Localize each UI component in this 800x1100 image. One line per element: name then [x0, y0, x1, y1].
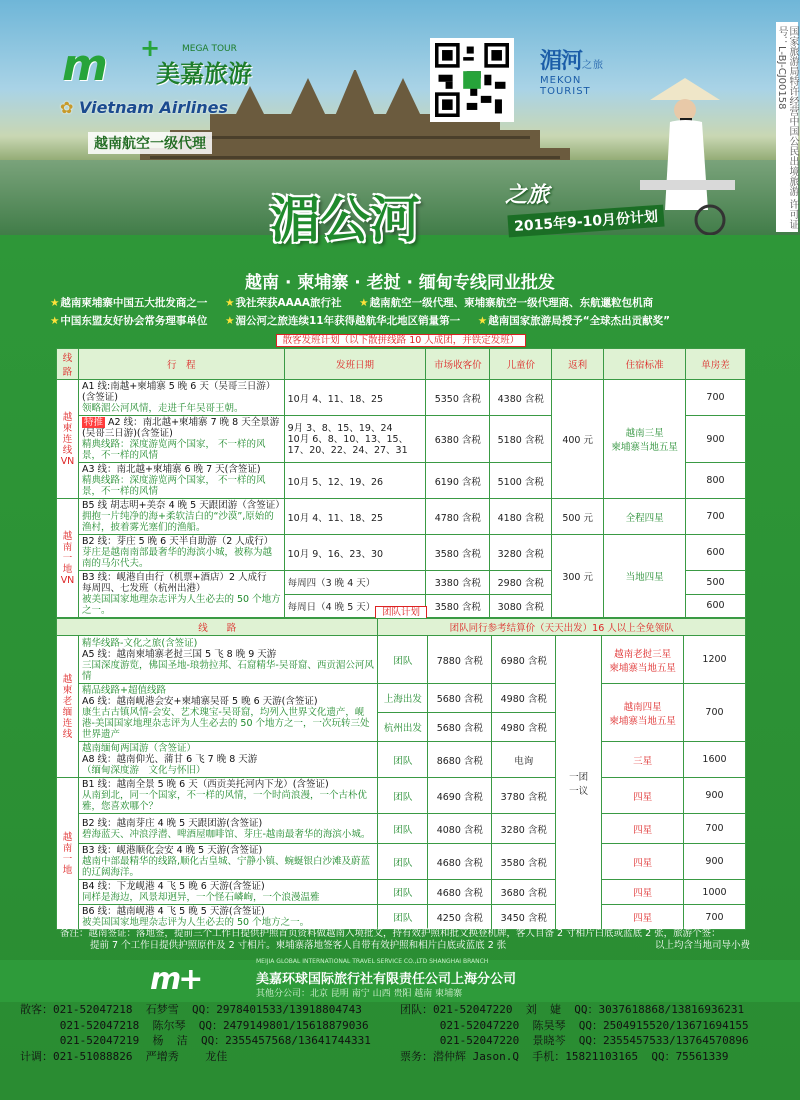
- route-desc: 精典线路：深度游览两个国家， 不一样的风景，不一样的风情: [81, 439, 266, 461]
- price-cell: 4250 含税: [428, 905, 492, 930]
- price-cell: 3580 含税: [426, 594, 490, 618]
- plan-date: 2015年9-10月份计划: [507, 205, 664, 238]
- price-cell: 6190 含税: [426, 463, 490, 499]
- group-banner-text: 团队计划: [375, 606, 427, 619]
- departure-cell: 团队: [378, 905, 428, 930]
- contact-left: 021-52047218 陈尔琴 QQ：2479149801/15618879036: [20, 1018, 369, 1032]
- hotel-cell: 四星: [602, 778, 684, 814]
- child-price-cell: 3680 含税: [492, 880, 556, 905]
- price-cell: 3580 含税: [426, 535, 490, 571]
- table-row[interactable]: [57, 844, 746, 880]
- route-title: B2 线：越南芽庄 4 晚 5 天跟团游(含签证): [81, 817, 263, 829]
- route-desc: 被美国国家地理杂志评为人生必去的 50 个地方之一。: [81, 917, 310, 928]
- route-category: 越南缅甸两国游（含签证）: [81, 743, 196, 754]
- route-desc: 领略湄公河风情，走进千年吴哥王朝。: [81, 403, 244, 414]
- feature-item: ★ 越南柬埔寨中国五大批发商之一: [50, 294, 207, 312]
- price-cell: 5680 含税: [428, 713, 492, 742]
- date-cell: 10月 9、16、23、30: [284, 535, 426, 571]
- scatter-banner: [56, 332, 746, 346]
- remark-line: 备注：越南签证：落地签，提前三个工作日提供护照首页资料做越南入境批文，持有效护照和批文换登机牌，客人自备 2 寸相片白底或蓝底 2 张，旅游个签：: [60, 928, 721, 939]
- route-title: B3 线：岘港自由行（机票+酒店）2 人成行: [81, 572, 267, 583]
- col-header: 发班日期: [284, 349, 426, 380]
- departure-cell: 团队: [378, 742, 428, 778]
- lotus-icon: ✿: [60, 98, 74, 117]
- table-row[interactable]: [57, 499, 746, 535]
- child-price-cell: 3580 含税: [492, 844, 556, 880]
- route-title: A8 线：越南仰光、蒲甘 6 飞 7 晚 8 天游: [81, 754, 258, 765]
- single-cell: 600: [686, 535, 746, 571]
- child-price-cell: 4380 含税: [490, 380, 552, 416]
- route-cell: [78, 380, 284, 416]
- hotel-cell: 四星: [602, 880, 684, 905]
- route-title: B4 线：下龙岘港 4 飞 5 晚 6 天游(含签证): [81, 881, 265, 892]
- route-desc: 拥抱一片纯净的海+柔软洁白的“沙漠”,原始的渔村，披着雾光塞们的渔船。: [81, 511, 274, 533]
- route-cell: [78, 535, 284, 571]
- single-cell: 900: [684, 844, 746, 880]
- hotel-cell: 全程四星: [604, 499, 686, 535]
- col-header: 单房差: [686, 349, 746, 380]
- route-title: A1 线:南越+柬埔寨 5 晚 6 天（吴哥三日游）(含签证): [81, 381, 276, 403]
- date-cell: 每周四（3 晚 4 天）: [284, 571, 426, 595]
- contact-list: [20, 1002, 780, 1064]
- qr-code-icon[interactable]: [430, 38, 514, 122]
- mekon-cn: 湄河: [540, 48, 583, 74]
- license-strip: 国家旅游局特许经营中国公民出境旅游 许可证号：L-BJ-CJ00158: [776, 22, 798, 232]
- single-cell: 1600: [684, 742, 746, 778]
- route-desc: 三国深度游览，佛国圣地-琅勃拉邦、石窟精华-吴哥窟、西贡湄公河风情: [81, 659, 374, 682]
- feature-item: ★ 越南航空一级代理、柬埔寨航空一级代理商、东航邋粒包机商: [359, 294, 653, 312]
- route-desc: 同样是海边，风景却迥异，一个怪石嶙峋，一个浪漫温雅: [81, 892, 320, 903]
- single-cell: 600: [686, 594, 746, 618]
- price-cell: 7880 含税: [428, 636, 492, 684]
- single-cell: 1000: [684, 880, 746, 905]
- agent-label: 越南航空一级代理: [88, 132, 212, 154]
- group-table: [56, 618, 746, 930]
- child-price-cell: 3280 含税: [490, 535, 552, 571]
- price-cell: 4680 含税: [428, 844, 492, 880]
- feature-list: [50, 294, 770, 330]
- route-title: A2 线：南北越+柬埔寨 7 晚 8 天全景游(吴哥三日游)(含签证): [81, 417, 280, 439]
- route-desc: 精典线路：深度游览两个国家， 不一样的风景，不一样的风情: [81, 475, 266, 497]
- rebate-cell: 一团 一议: [556, 636, 602, 930]
- contact-right: 票务：潜仲辉 Jason.Q 手机：15821103165 QQ：75561339: [400, 1049, 729, 1063]
- date-cell: 10月 5、12、19、26: [284, 463, 426, 499]
- col-header: 市场收客价: [426, 349, 490, 380]
- rebate-cell: 400 元: [552, 380, 604, 499]
- single-cell: 700: [686, 499, 746, 535]
- group-label: 越柬连线VN: [57, 380, 79, 499]
- featured-tag: 特推: [83, 417, 103, 428]
- single-cell: 700: [686, 380, 746, 416]
- departure-cell: 团队: [378, 636, 428, 684]
- contact-left: 021-52047219 杨 洁 QQ：2355457568/13641744331: [20, 1034, 371, 1047]
- route-desc: 越南中部最精华的线路,顺化古皇城、宁静小镇、蜿蜒银白沙滩及蔚蓝的辽阔海洋。: [81, 856, 371, 878]
- route-category: 精品线路+超值线路: [81, 685, 166, 696]
- price-cell: 6380 含税: [426, 416, 490, 463]
- route-cell: [78, 844, 377, 880]
- route-title: A5 线：越南柬埔寨老挝三国 5 飞 8 晚 9 天游: [81, 648, 277, 660]
- price-cell: 5350 含税: [426, 380, 490, 416]
- mega-tour-footer-logo: m+: [150, 962, 201, 997]
- col-header: 行 程: [78, 349, 284, 380]
- child-price-cell: 4980 含税: [492, 684, 556, 713]
- contact-row: [20, 1002, 780, 1018]
- date-cell: 9月 3、8、15、19、24 10月 6、8、10、13、15、17、20、22、24、27、31: [284, 416, 426, 463]
- group-label: 越南一地: [57, 778, 79, 930]
- child-price-cell: 6980 含税: [492, 636, 556, 684]
- child-price-cell: 3780 含税: [492, 778, 556, 814]
- price-cell: 8680 含税: [428, 742, 492, 778]
- departure-cell: 团队: [378, 814, 428, 844]
- contact-right: 团队：021-52047220 刘 婕 QQ：3037618868/13816936231: [400, 1003, 745, 1016]
- route-title: B3 线：岘港顺化会安 4 晚 5 天游(含签证): [81, 845, 263, 856]
- route-title: B2 线：芽庄 5 晚 6 天半自助游（2 人成行）: [81, 536, 274, 547]
- hotel-cell: 越南四星 柬埔寨当地五星: [602, 684, 684, 742]
- table-header: [57, 619, 746, 636]
- child-price-cell: 3080 含税: [490, 594, 552, 618]
- route-category: 精华线路-文化之旅(含签证): [81, 637, 198, 649]
- route-cell: [78, 416, 284, 463]
- contact-right: 021-52047220 陈昊琴 QQ：2504915520/13671694155: [400, 1018, 749, 1032]
- scatter-table: [56, 348, 746, 618]
- route-cell: [78, 684, 377, 742]
- child-price-cell: 5180 含税: [490, 416, 552, 463]
- hotel-cell: 越南老挝三星 柬埔寨当地五星: [602, 636, 684, 684]
- single-cell: 700: [684, 814, 746, 844]
- company-name-en: MEIJIA GLOBAL INTERNATIONAL TRAVEL SERVICE CO.,LTD SHANGHAI BRANCH: [256, 958, 489, 965]
- route-desc: 每周四、七发班（杭州出港）: [81, 583, 206, 594]
- route-cell: [78, 814, 377, 844]
- date-cell: 10月 4、11、18、25: [284, 380, 426, 416]
- mekon-tourist-logo: [540, 44, 636, 97]
- route-desc: 碧海蓝天、冲浪浮潜、啤酒屋咖啡馆、芽庄-越南最奢华的海滨小城。: [81, 828, 371, 840]
- route-title: A3 线：南北越+柬埔寨 6 晚 7 天(含签证): [81, 464, 261, 475]
- table-row[interactable]: [57, 380, 746, 416]
- scatter-banner-text: 散客发班计划（以下散拼线路 10 人成团，并铁定发班）: [276, 334, 527, 347]
- route-cell: [78, 463, 284, 499]
- col-header: 住宿标准: [604, 349, 686, 380]
- mekon-small: 之旅: [582, 60, 605, 71]
- departure-cell: 团队: [378, 844, 428, 880]
- child-price-cell: 4980 含税: [492, 713, 556, 742]
- price-cell: 4680 含税: [428, 880, 492, 905]
- contact-right: 021-52047220 景晓芩 QQ：2355457533/13764570896: [400, 1034, 749, 1047]
- table-row[interactable]: [57, 778, 746, 814]
- table-row[interactable]: [57, 905, 746, 930]
- table-row[interactable]: [57, 636, 746, 684]
- main-title: 湄公河: [270, 191, 420, 249]
- contact-row: [20, 1049, 780, 1065]
- remarks: [60, 928, 750, 952]
- route-cell: [78, 742, 377, 778]
- price-cell: 4780 含税: [426, 499, 490, 535]
- group-label: 越南一地VN: [57, 499, 79, 618]
- price-cell: 4690 含税: [428, 778, 492, 814]
- mega-tour-logo: m + MEGA TOUR 美嘉旅游: [62, 34, 252, 91]
- group-banner: [56, 604, 746, 618]
- route-title: B6 线：越南岘港 4 飞 5 晚 5 天游(含签证): [81, 906, 265, 917]
- table-row[interactable]: [57, 814, 746, 844]
- route-title: A6 线：越南岘港会安+柬埔寨吴哥 5 晚 6 天游(含签证): [81, 696, 318, 707]
- child-price-cell: 5100 含税: [490, 463, 552, 499]
- price-cell: 4080 含税: [428, 814, 492, 844]
- route-cell: [78, 905, 377, 930]
- airline-name: Vietnam Airlines: [78, 98, 228, 117]
- col-header: 线路: [57, 349, 79, 380]
- route-desc: 芽庄是越南南部最奢华的海滨小城，被称为越南的马尔代夫。: [81, 547, 272, 569]
- contact-row: [20, 1018, 780, 1034]
- col-header: 返利: [552, 349, 604, 380]
- remark-line: 提前 7 个工作日提供护照原件及 2 寸相片。柬埔寨落地签客人自带有效护照和相片白底或蓝底 2 张: [90, 940, 507, 951]
- single-cell: 500: [686, 571, 746, 595]
- route-title: B1 线：越南全景 5 晚 6 天（西贡美托河内下龙）(含签证): [81, 779, 329, 790]
- price-cell: 5680 含税: [428, 684, 492, 713]
- table-row[interactable]: [57, 535, 746, 571]
- single-cell: 900: [686, 416, 746, 463]
- hotel-cell: 当地四星: [604, 535, 686, 618]
- route-desc: 从南到北，同一个国家，不一样的风情，一个时尚浪漫，一个古朴优雅，您喜欢哪个？: [81, 790, 367, 812]
- table-row[interactable]: [57, 880, 746, 905]
- feature-item: ★ 我社荣获AAAA旅行社: [225, 294, 341, 312]
- single-cell: 700: [684, 905, 746, 930]
- table-row[interactable]: [57, 684, 746, 713]
- hotel-cell: 四星: [602, 844, 684, 880]
- title-suffix: 之旅: [505, 183, 550, 208]
- child-price-cell: 3280 含税: [492, 814, 556, 844]
- date-cell: 每周日（4 晚 5 天）: [284, 594, 426, 618]
- single-cell: 800: [686, 463, 746, 499]
- rebate-cell: 300 元: [552, 535, 604, 618]
- departure-cell: 团队: [378, 778, 428, 814]
- child-price-cell: 2980 含税: [490, 571, 552, 595]
- price-cell: 3380 含税: [426, 571, 490, 595]
- departure-cell: 杭州出发: [378, 713, 428, 742]
- route-cell: [78, 499, 284, 535]
- contact-left: 计调：021-51088826 严增秀 龙佳: [20, 1049, 228, 1063]
- route-cell: [78, 880, 377, 905]
- airline-logo: [60, 98, 228, 117]
- date-cell: 10月 4、11、18、25: [284, 499, 426, 535]
- brand-en: MEGA TOUR: [182, 44, 237, 54]
- feature-item: ★ 中国东盟友好协会常务理事单位: [50, 312, 207, 330]
- table-row[interactable]: [57, 742, 746, 778]
- contact-left: 散客：021-52047218 石梦雪 QQ：2978401533/13918804743: [20, 1003, 362, 1016]
- child-price-cell: 电询: [492, 742, 556, 778]
- route-desc: （缅甸深度游 文化与怀旧）: [81, 765, 206, 776]
- feature-item: ★ 湄公河之旅连续11年获得越航华北地区销量第一: [225, 312, 460, 330]
- route-cell: [78, 778, 377, 814]
- company-name: 美嘉环球国际旅行社有限责任公司上海分公司: [256, 972, 517, 987]
- route-title: B5 线 胡志明+美奈 4 晚 5 天跟团游（含签证）: [81, 500, 285, 511]
- group-label: 越柬老缅连线: [57, 636, 79, 778]
- company-branches: 其他分公司：北京 昆明 南宁 山西 贵阳 越南 柬埔寨: [256, 989, 463, 999]
- feature-item: ★ 越南国家旅游局授予“全球杰出贡献奖”: [478, 312, 670, 330]
- single-cell: 700: [684, 684, 746, 742]
- mekon-en: MEKON TOURIST: [540, 75, 591, 97]
- company-footer: [0, 960, 800, 1002]
- rebate-cell: 500 元: [552, 499, 604, 535]
- single-cell: 1200: [684, 636, 746, 684]
- remark-line-right: 以上均含当地司导小费: [654, 940, 750, 951]
- child-price-cell: 4180 含税: [490, 499, 552, 535]
- subtitle: 越南 · 柬埔寨 · 老挝 · 缅甸专线同业批发: [245, 273, 555, 293]
- route-cell: [78, 636, 377, 684]
- brand-name: 美嘉旅游: [156, 60, 252, 88]
- hotel-cell: 四星: [602, 905, 684, 930]
- hotel-cell: 三星: [602, 742, 684, 778]
- departure-cell: 团队: [378, 880, 428, 905]
- table-header: [57, 349, 746, 380]
- col-header: 团队同行参考结算价（天天出发）16 人以上全免领队: [378, 619, 746, 636]
- col-header: 线 路: [57, 619, 378, 636]
- contact-row: [20, 1033, 780, 1049]
- route-desc: 被美国国家地理杂志评为人生必去的 50 个地方之一。: [81, 594, 281, 616]
- single-cell: 900: [684, 778, 746, 814]
- col-header: 儿童价: [490, 349, 552, 380]
- hotel-cell: 四星: [602, 814, 684, 844]
- departure-cell: 上海出发: [378, 684, 428, 713]
- child-price-cell: 3450 含税: [492, 905, 556, 930]
- hotel-cell: 越南三星 柬埔寨当地五星: [604, 380, 686, 499]
- route-desc: 康生古古镇风情-会安、艺术瑰宝-吴哥窟，均列入世界文化遗产，岘港-美国国家地理杂志评为人生必去的 50 个地方之一，一次玩转三处世界遗产: [81, 707, 370, 740]
